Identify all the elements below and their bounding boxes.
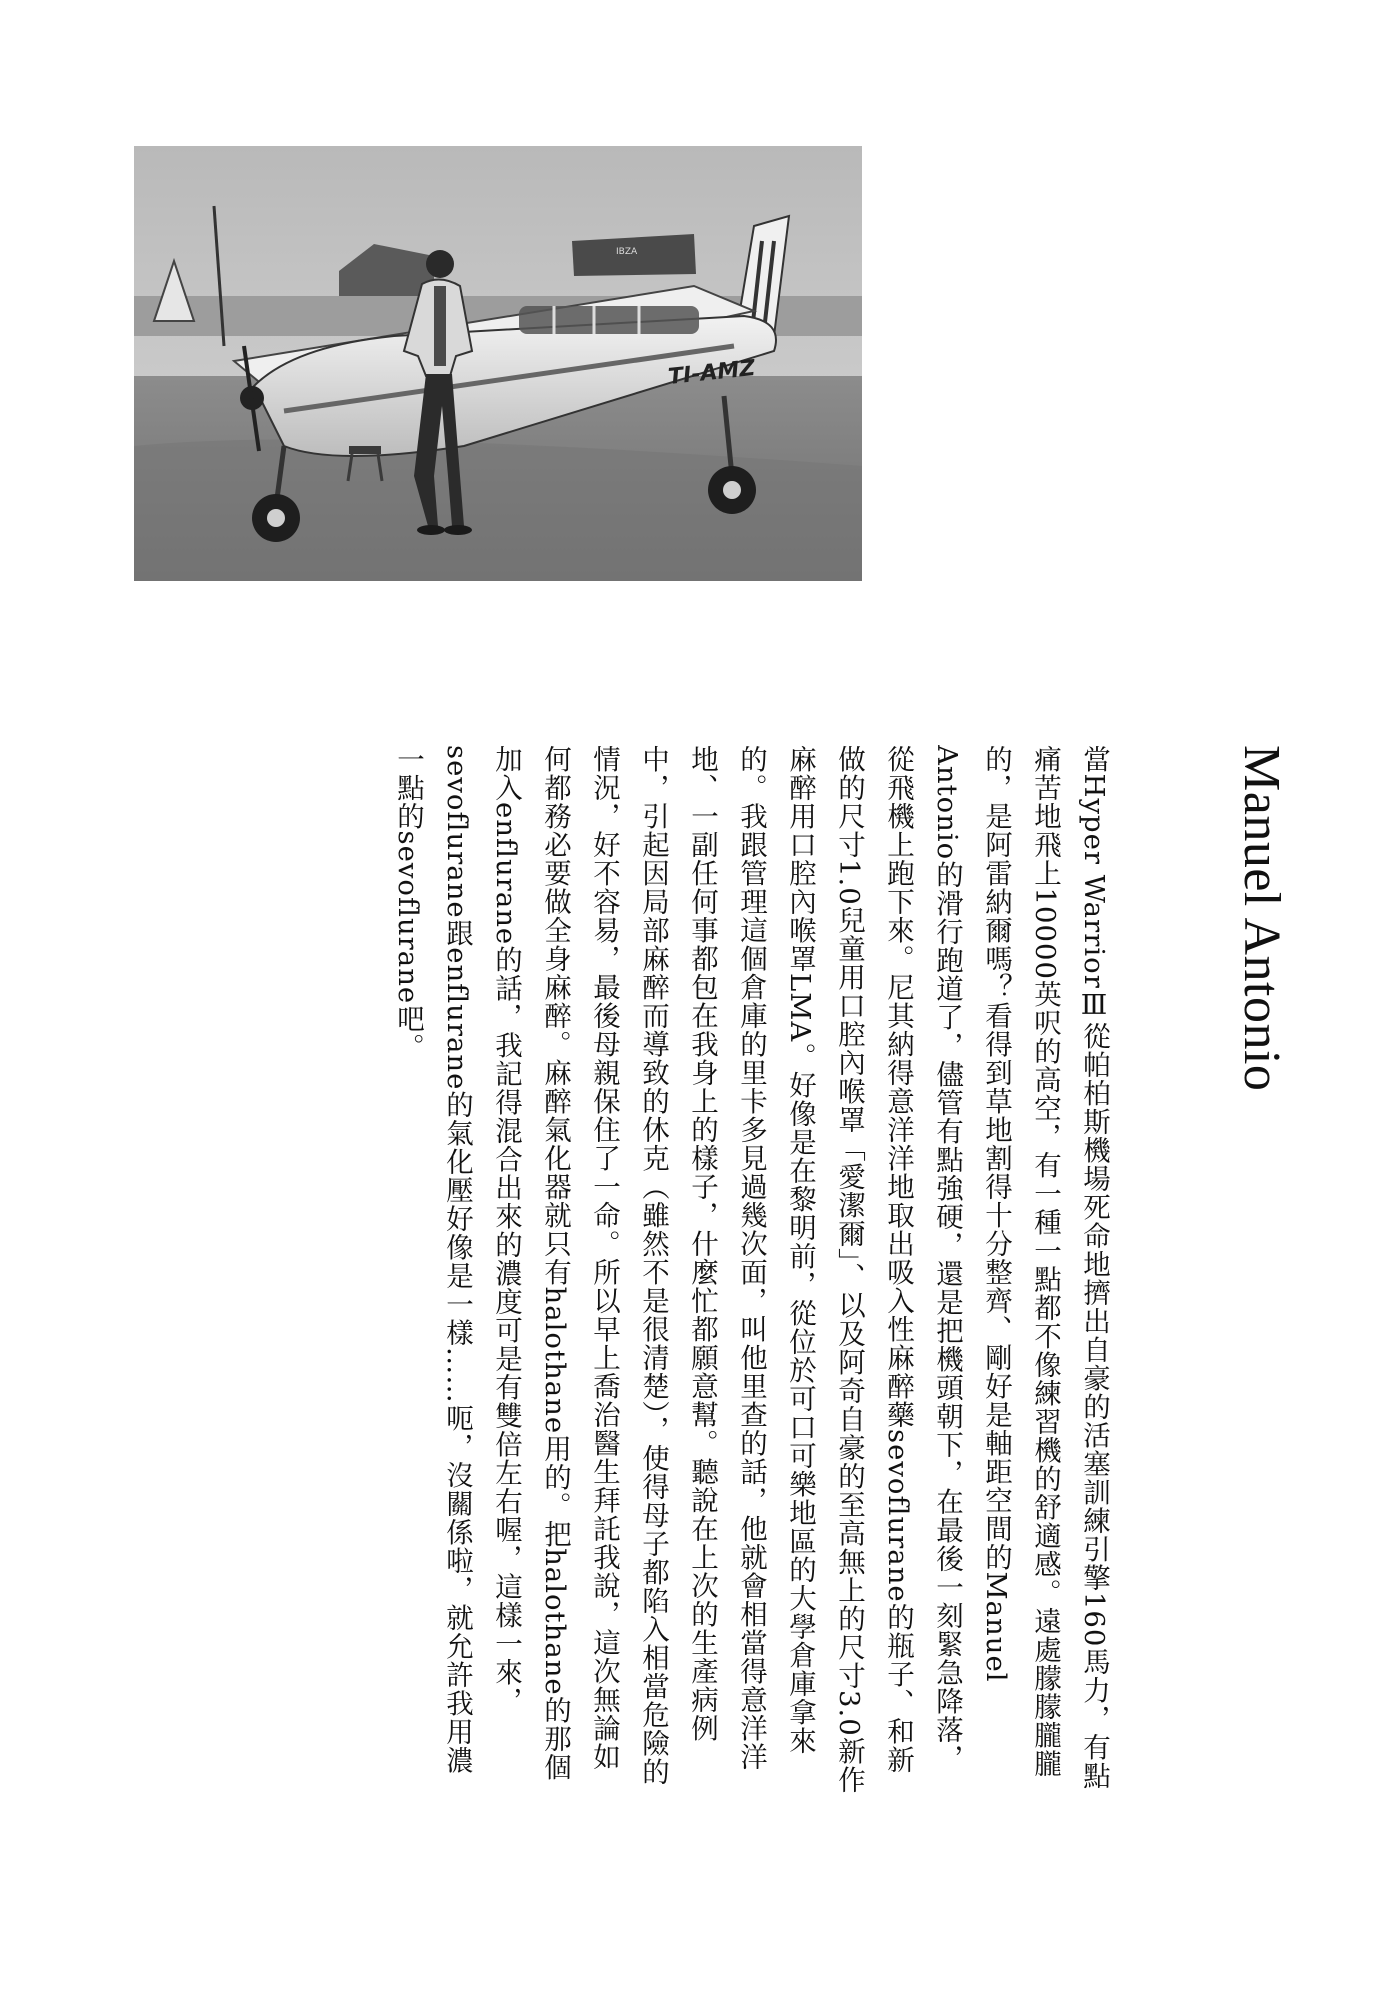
body-paragraph: 當Hyper WarriorⅢ從帕柏斯機場死命地擠出自豪的活塞訓練引擎160馬力，有點痛苦地飛上10000英呎的高空，有一種一點都不像練習機的舒適感。遠處朦朦朧朧的，是阿雷納爾嗎？看得到草地割得十分整齊、剛好是軸距空間的Manuel Antonio的滑行跑道了，儘管有點強硬，還是把機頭朝下，在最後一刻緊急降落，從飛機上跑下來。尼其納得意洋洋地取出吸入性麻醉藥sevoflurane的瓶子、和新做的尺寸1.0兒童用口腔內喉罩「愛潔爾」、以及阿奇自豪的至高無上的尺寸3.0新作麻醉用口腔內喉罩LMA。好像是在黎明前，從位於可口可樂地區的大學倉庫拿來的。我跟管理這個倉庫的里卡多見過幾次面，叫他里查的話，他就會相當得意洋洋地、一副任何事都包在我身上的樣子，什麼忙都願意幫。聽說在上次的生產病例中，引起因局部麻醉而導致的休克（雖然不是很清楚），使得母子都陷入相當危險的情況，好不容易，最後母親保住了一命。所以早上喬治醫生拜託我說，這次無論如何都務必要做全身麻醉。麻醉氣化器就只有halothane用的。把halothane的那個加入enflurane的話，我記得混合出來的濃度可是有雙倍左右喔，這樣一來，sevoflurane跟enflurane的氣化壓好像是一樣……呃，沒關係啦，就允許我用濃一點的sevoflurane吧。 bbox=[392, 745, 1110, 1794]
article-body bbox=[118, 745, 1118, 1795]
registration-marking: TI-AMZ bbox=[667, 355, 757, 390]
article-title: Manuel Antonio bbox=[1233, 745, 1290, 1092]
airplane-photo bbox=[134, 146, 862, 581]
hangar-sign: IBZA bbox=[616, 247, 638, 257]
